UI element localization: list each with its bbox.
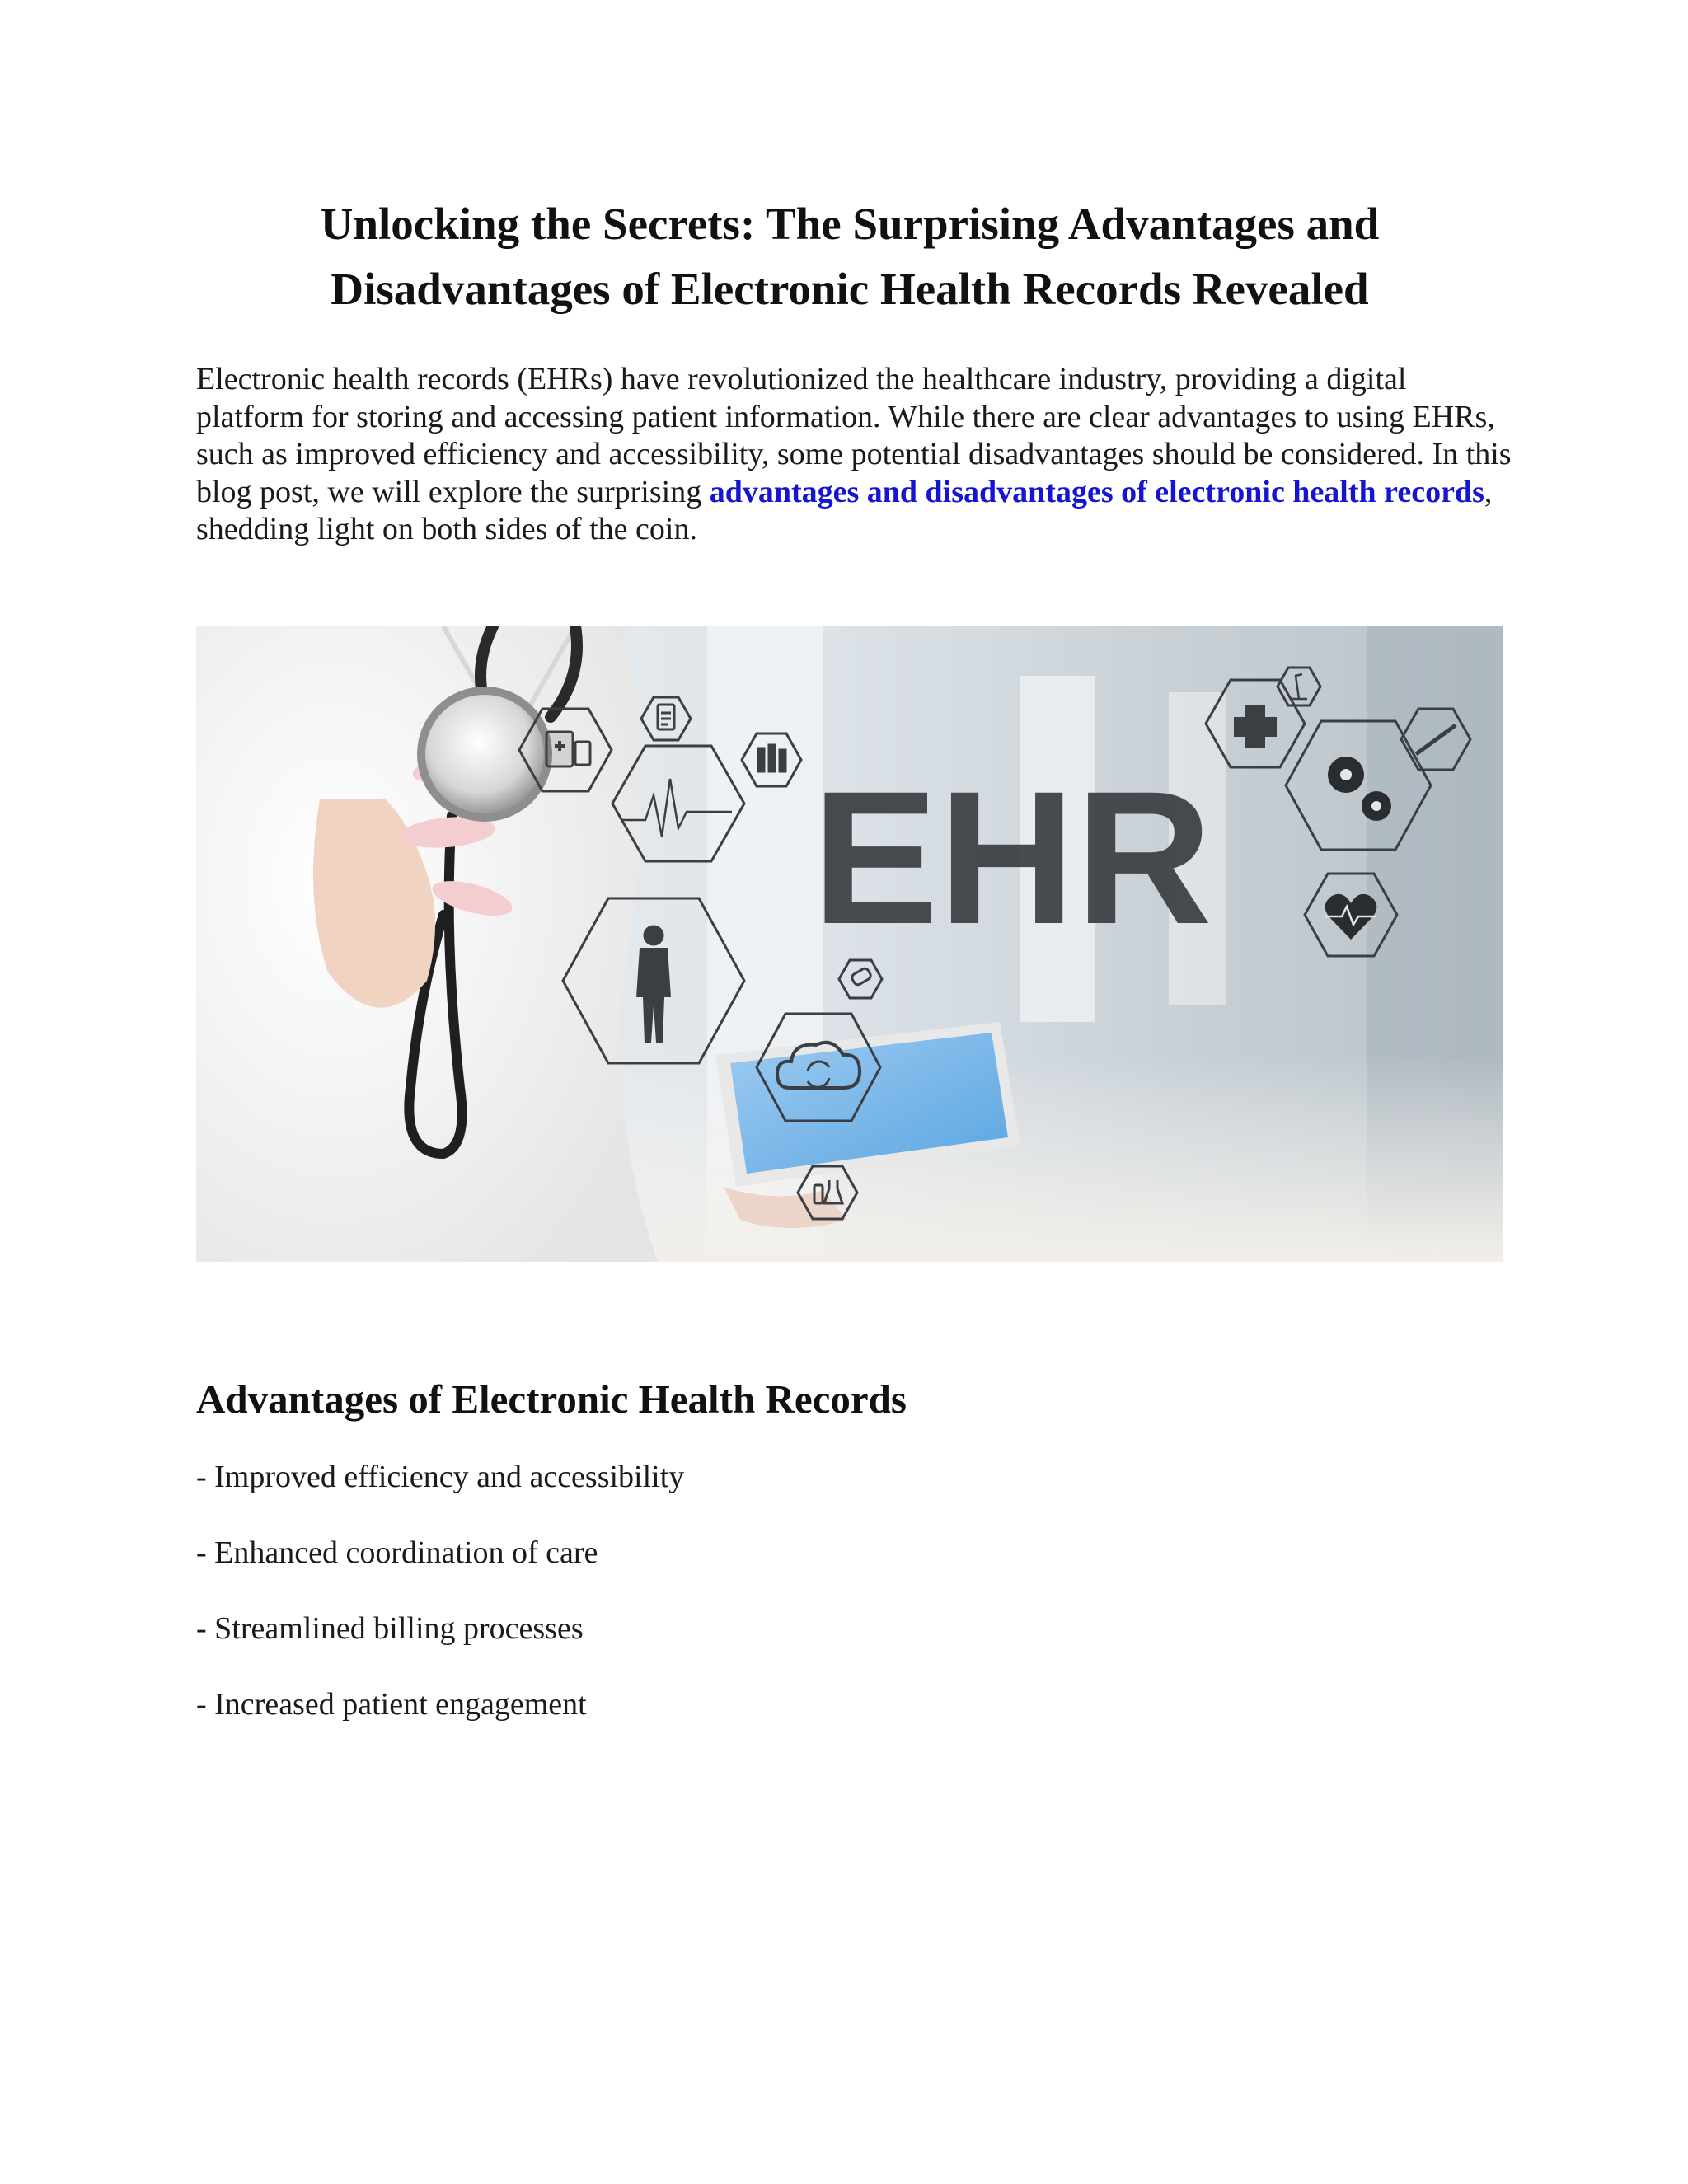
list-item: - Enhanced coordination of care [196, 1535, 598, 1570]
advantages-list [196, 1457, 684, 1760]
ehr-hero-image [196, 626, 1503, 1262]
intro-text-before: Electronic health records (EHRs) have revolutionized the healthcare industry, providing a digital platform for storing and accessing patient information. While there are clear advantages to using EHRs, such as improved efficiency and accessibility, some potential disadvantages should be considered. In this blog post, we will explore the surprising [196, 362, 1512, 509]
advantages-heading: Advantages of Electronic Health Records [196, 1376, 907, 1422]
advantages-disadvantages-link[interactable]: advantages and disadvantages of electronic health records [709, 474, 1484, 509]
ehr-overlay-text: EHR [812, 752, 1212, 963]
list-item: - Increased patient engagement [196, 1687, 587, 1722]
list-item: - Streamlined billing processes [196, 1611, 584, 1646]
intro-paragraph [196, 361, 1515, 549]
intro-text-after: , shedding light on both sides of the coin. [196, 474, 1493, 546]
page-title: Unlocking the Secrets: The Surprising Advantages and Disadvantages of Electronic Health Records Revealed [320, 199, 1380, 314]
list-item: - Improved efficiency and accessibility [196, 1460, 685, 1494]
